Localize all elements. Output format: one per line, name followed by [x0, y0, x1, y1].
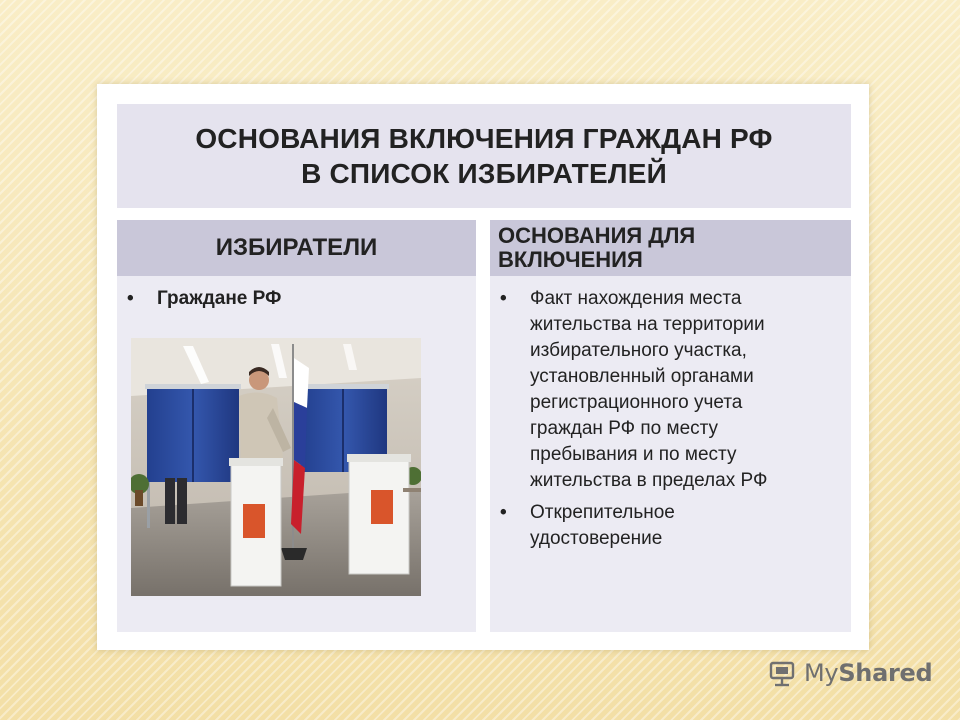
title-box — [117, 104, 851, 208]
list-item-line: установленный органами — [530, 366, 754, 387]
brand-suffix: Shared — [838, 659, 933, 687]
slide-title-line-1: ОСНОВАНИЯ ВКЛЮЧЕНИЯ ГРАЖДАН РФ — [195, 123, 773, 154]
slide-title-line-2: В СПИСОК ИЗБИРАТЕЛЕЙ — [301, 158, 667, 189]
bullet-icon: • — [500, 502, 507, 523]
voters-list — [117, 276, 476, 312]
list-item — [125, 286, 466, 312]
grounds-column-header — [490, 220, 851, 276]
voting-booth-photo — [131, 338, 421, 596]
list-item-line: жительства на территории — [530, 314, 765, 335]
grounds-heading — [498, 224, 695, 272]
list-item-line: удостоверение — [530, 528, 663, 549]
bullet-icon: • — [127, 288, 134, 309]
list-item — [498, 286, 841, 494]
voters-column — [117, 220, 476, 632]
list-item-line: граждан РФ по месту — [530, 418, 719, 439]
ballot-box-emblem — [371, 490, 393, 524]
grounds-heading-line-2: ВКЛЮЧЕНИЯ — [498, 247, 643, 272]
grounds-column — [490, 220, 851, 632]
polling-station-illustration — [131, 338, 421, 596]
myshared-watermark — [768, 656, 932, 690]
brand-prefix: My — [804, 659, 839, 687]
grounds-heading-line-1: ОСНОВАНИЯ ДЛЯ — [498, 223, 696, 248]
list-item-text: Граждане РФ — [157, 288, 282, 309]
slide — [97, 84, 869, 650]
list-item-line: Факт нахождения места — [530, 288, 742, 309]
list-item-line: пребывания и по месту — [530, 444, 737, 465]
list-item-line: регистрационного учета — [530, 392, 743, 413]
voters-heading: ИЗБИРАТЕЛИ — [215, 234, 378, 261]
list-item-line: избирательного участка, — [530, 340, 747, 361]
voters-column-header — [117, 220, 476, 276]
flag-blue-stripe — [294, 402, 307, 468]
myshared-brand — [804, 659, 932, 687]
bullet-icon: • — [500, 288, 507, 309]
list-item — [498, 500, 841, 552]
myshared-logo-icon — [768, 658, 798, 688]
list-item-line: Открепительное — [530, 502, 675, 523]
list-item-line: жительства в пределах РФ — [530, 470, 768, 491]
ballot-box-emblem — [243, 504, 265, 538]
slide-title — [195, 121, 772, 191]
grounds-list — [490, 276, 851, 552]
